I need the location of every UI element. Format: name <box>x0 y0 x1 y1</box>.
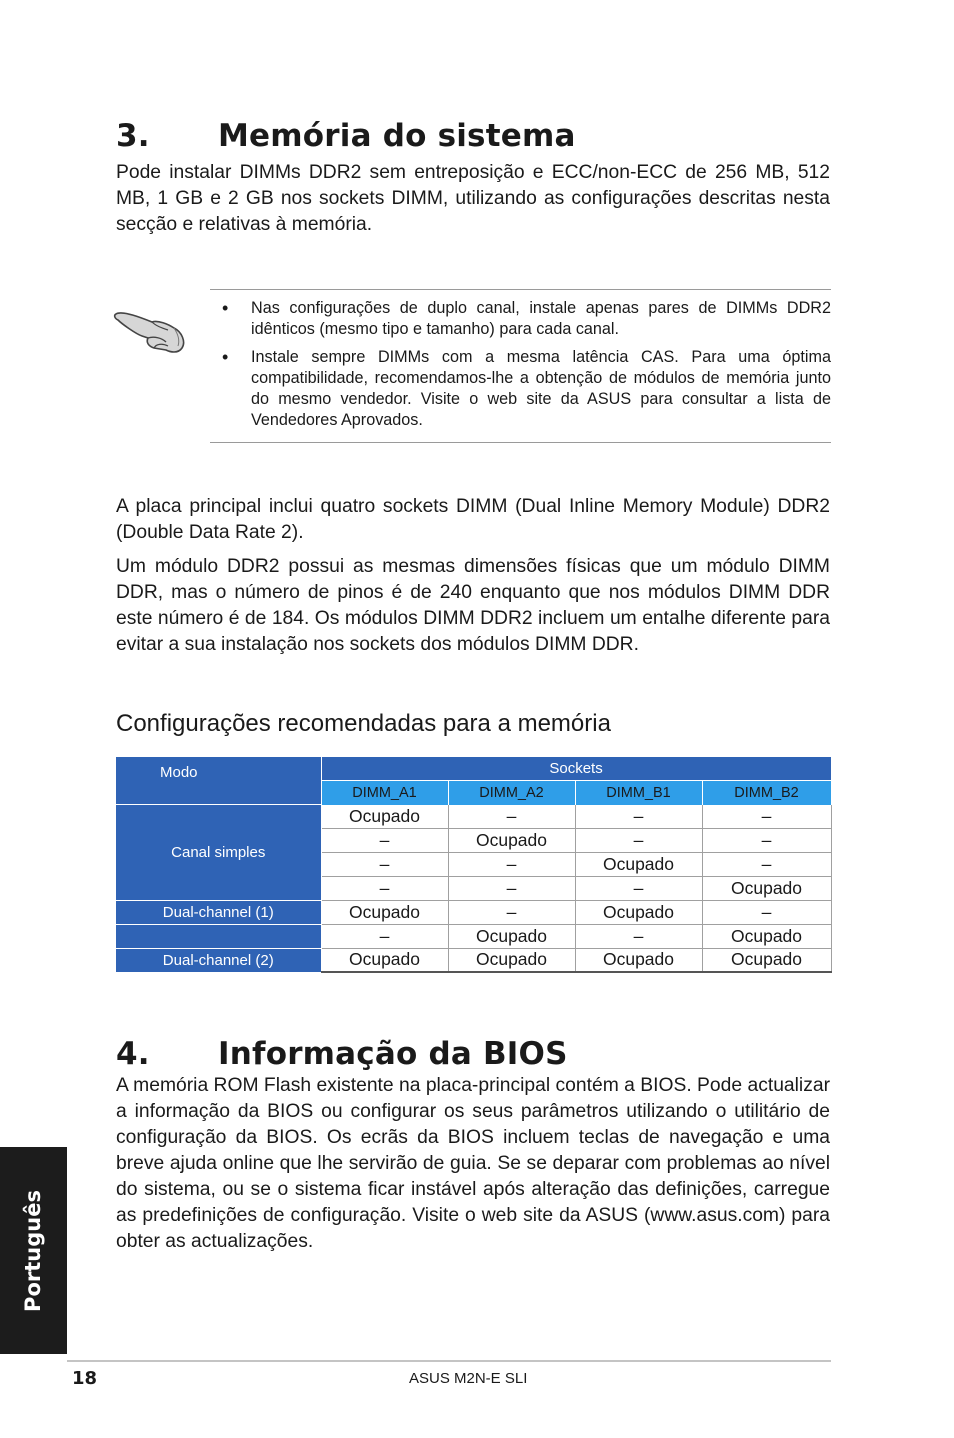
table-cell: – <box>321 924 448 948</box>
section-title: Informação da BIOS <box>218 1036 568 1072</box>
column-header: DIMM_B2 <box>702 781 831 805</box>
table-cell: – <box>575 924 702 948</box>
note-divider-top <box>210 289 831 290</box>
column-header: DIMM_B1 <box>575 781 702 805</box>
column-header: DIMM_A1 <box>321 781 448 805</box>
language-side-tab <box>0 1147 67 1354</box>
table-cell: Ocupado <box>321 900 448 924</box>
section-4-heading <box>116 1036 568 1072</box>
table-cell: Ocupado <box>575 948 702 972</box>
table-row <box>116 948 831 972</box>
table-cell: – <box>448 853 575 877</box>
table-cell: Ocupado <box>448 829 575 853</box>
table-cell: Ocupado <box>702 948 831 972</box>
table-cell: Ocupado <box>321 805 448 829</box>
table-cell: Ocupado <box>575 853 702 877</box>
table-cell: – <box>702 805 831 829</box>
table-cell: – <box>702 829 831 853</box>
sockets-header: Sockets <box>321 757 831 781</box>
table-cell: – <box>321 829 448 853</box>
table-cell: – <box>575 876 702 900</box>
table-row <box>116 924 831 948</box>
note-list <box>218 298 831 438</box>
table-cell: – <box>575 829 702 853</box>
config-heading: Configurações recomendadas para a memória <box>116 710 611 737</box>
mode-label-continuation <box>116 924 321 948</box>
pointing-hand-icon <box>112 296 188 356</box>
footer-product-name: ASUS M2N-E SLI <box>409 1370 528 1387</box>
column-header: DIMM_A2 <box>448 781 575 805</box>
dimm-sockets-paragraph: A placa principal inclui quatro sockets DIMM (Dual Inline Memory Module) DDR2 (Double Data Rate 2). <box>116 496 830 543</box>
page-number: 18 <box>72 1368 98 1389</box>
table-cell: Ocupado <box>702 876 831 900</box>
section-3-heading <box>116 118 576 154</box>
table-cell: Ocupado <box>321 948 448 972</box>
table-cell: – <box>321 876 448 900</box>
table-header-row <box>116 757 831 781</box>
section-title: Memória do sistema <box>218 118 576 154</box>
mode-label: Dual-channel (2) <box>116 948 321 972</box>
ddr2-module-paragraph: Um módulo DDR2 possui as mesmas dimensões físicas que um módulo DIMM DDR, mas o número de pinos é de 240 enquanto que nos módulos DIMM DDR este número é de 184. Os módulos DIMM DDR2 incluem um entalhe diferente para evitar a sua instalação nos sockets dos módulos DIMM DDR. <box>116 556 830 655</box>
memory-intro-paragraph: Pode instalar DIMMs DDR2 sem entreposição e ECC/non-ECC de 256 MB, 512 MB, 1 GB e 2 GB nos sockets DIMM, utilizando as configurações descritas nesta secção e relativas à memória. <box>116 162 830 235</box>
table-cell: – <box>448 900 575 924</box>
bios-paragraph: A memória ROM Flash existente na placa-principal contém a BIOS. Pode actualizar a informação da BIOS ou configurar os seus parâmetros utilizando o utilitário de configuração da BIOS. Os ecrãs da BIOS incluem teclas de navegação e uma breve ajuda online que lhe servirão de guia. Se se deparar com problemas ao nível do sistema, ou se o sistema ficar instável após alteração das definições, carregue as predefinições de configuração. Visite o web site da ASUS (www.asus.com) para obter as actualizações. <box>116 1075 830 1252</box>
table-cell: Ocupado <box>575 900 702 924</box>
section-number: 3. <box>116 118 150 154</box>
table-cell: Ocupado <box>448 948 575 972</box>
memory-config-table <box>116 757 832 973</box>
mode-label: Dual-channel (1) <box>116 900 321 924</box>
section-number: 4. <box>116 1036 150 1072</box>
table-cell: – <box>702 853 831 877</box>
table-cell: – <box>575 805 702 829</box>
table-cell: – <box>321 853 448 877</box>
table-cell: – <box>448 805 575 829</box>
table-cell: Ocupado <box>702 924 831 948</box>
table-cell: – <box>448 876 575 900</box>
language-label: Português <box>21 1190 45 1312</box>
note-divider-bottom <box>210 442 831 443</box>
note-item: • Instale sempre DIMMs com a mesma latência CAS. Para uma óptima compatibilidade, recomendamos-lhe a obtenção de módulos de memória junto do mesmo vendedor. Visite o web site da ASUS para consultar a lista de Vendedores Aprovados. <box>218 347 831 431</box>
note-item: • Nas configurações de duplo canal, instale apenas pares de DIMMs DDR2 idênticos (mesmo tipo e tamanho) para cada canal. <box>218 298 831 340</box>
footer-divider <box>67 1360 831 1362</box>
table-row <box>116 900 831 924</box>
table-row <box>116 805 831 829</box>
mode-header: Modo <box>116 757 321 805</box>
table-cell: Ocupado <box>448 924 575 948</box>
table-cell: – <box>702 900 831 924</box>
mode-label: Canal simples <box>116 805 321 901</box>
